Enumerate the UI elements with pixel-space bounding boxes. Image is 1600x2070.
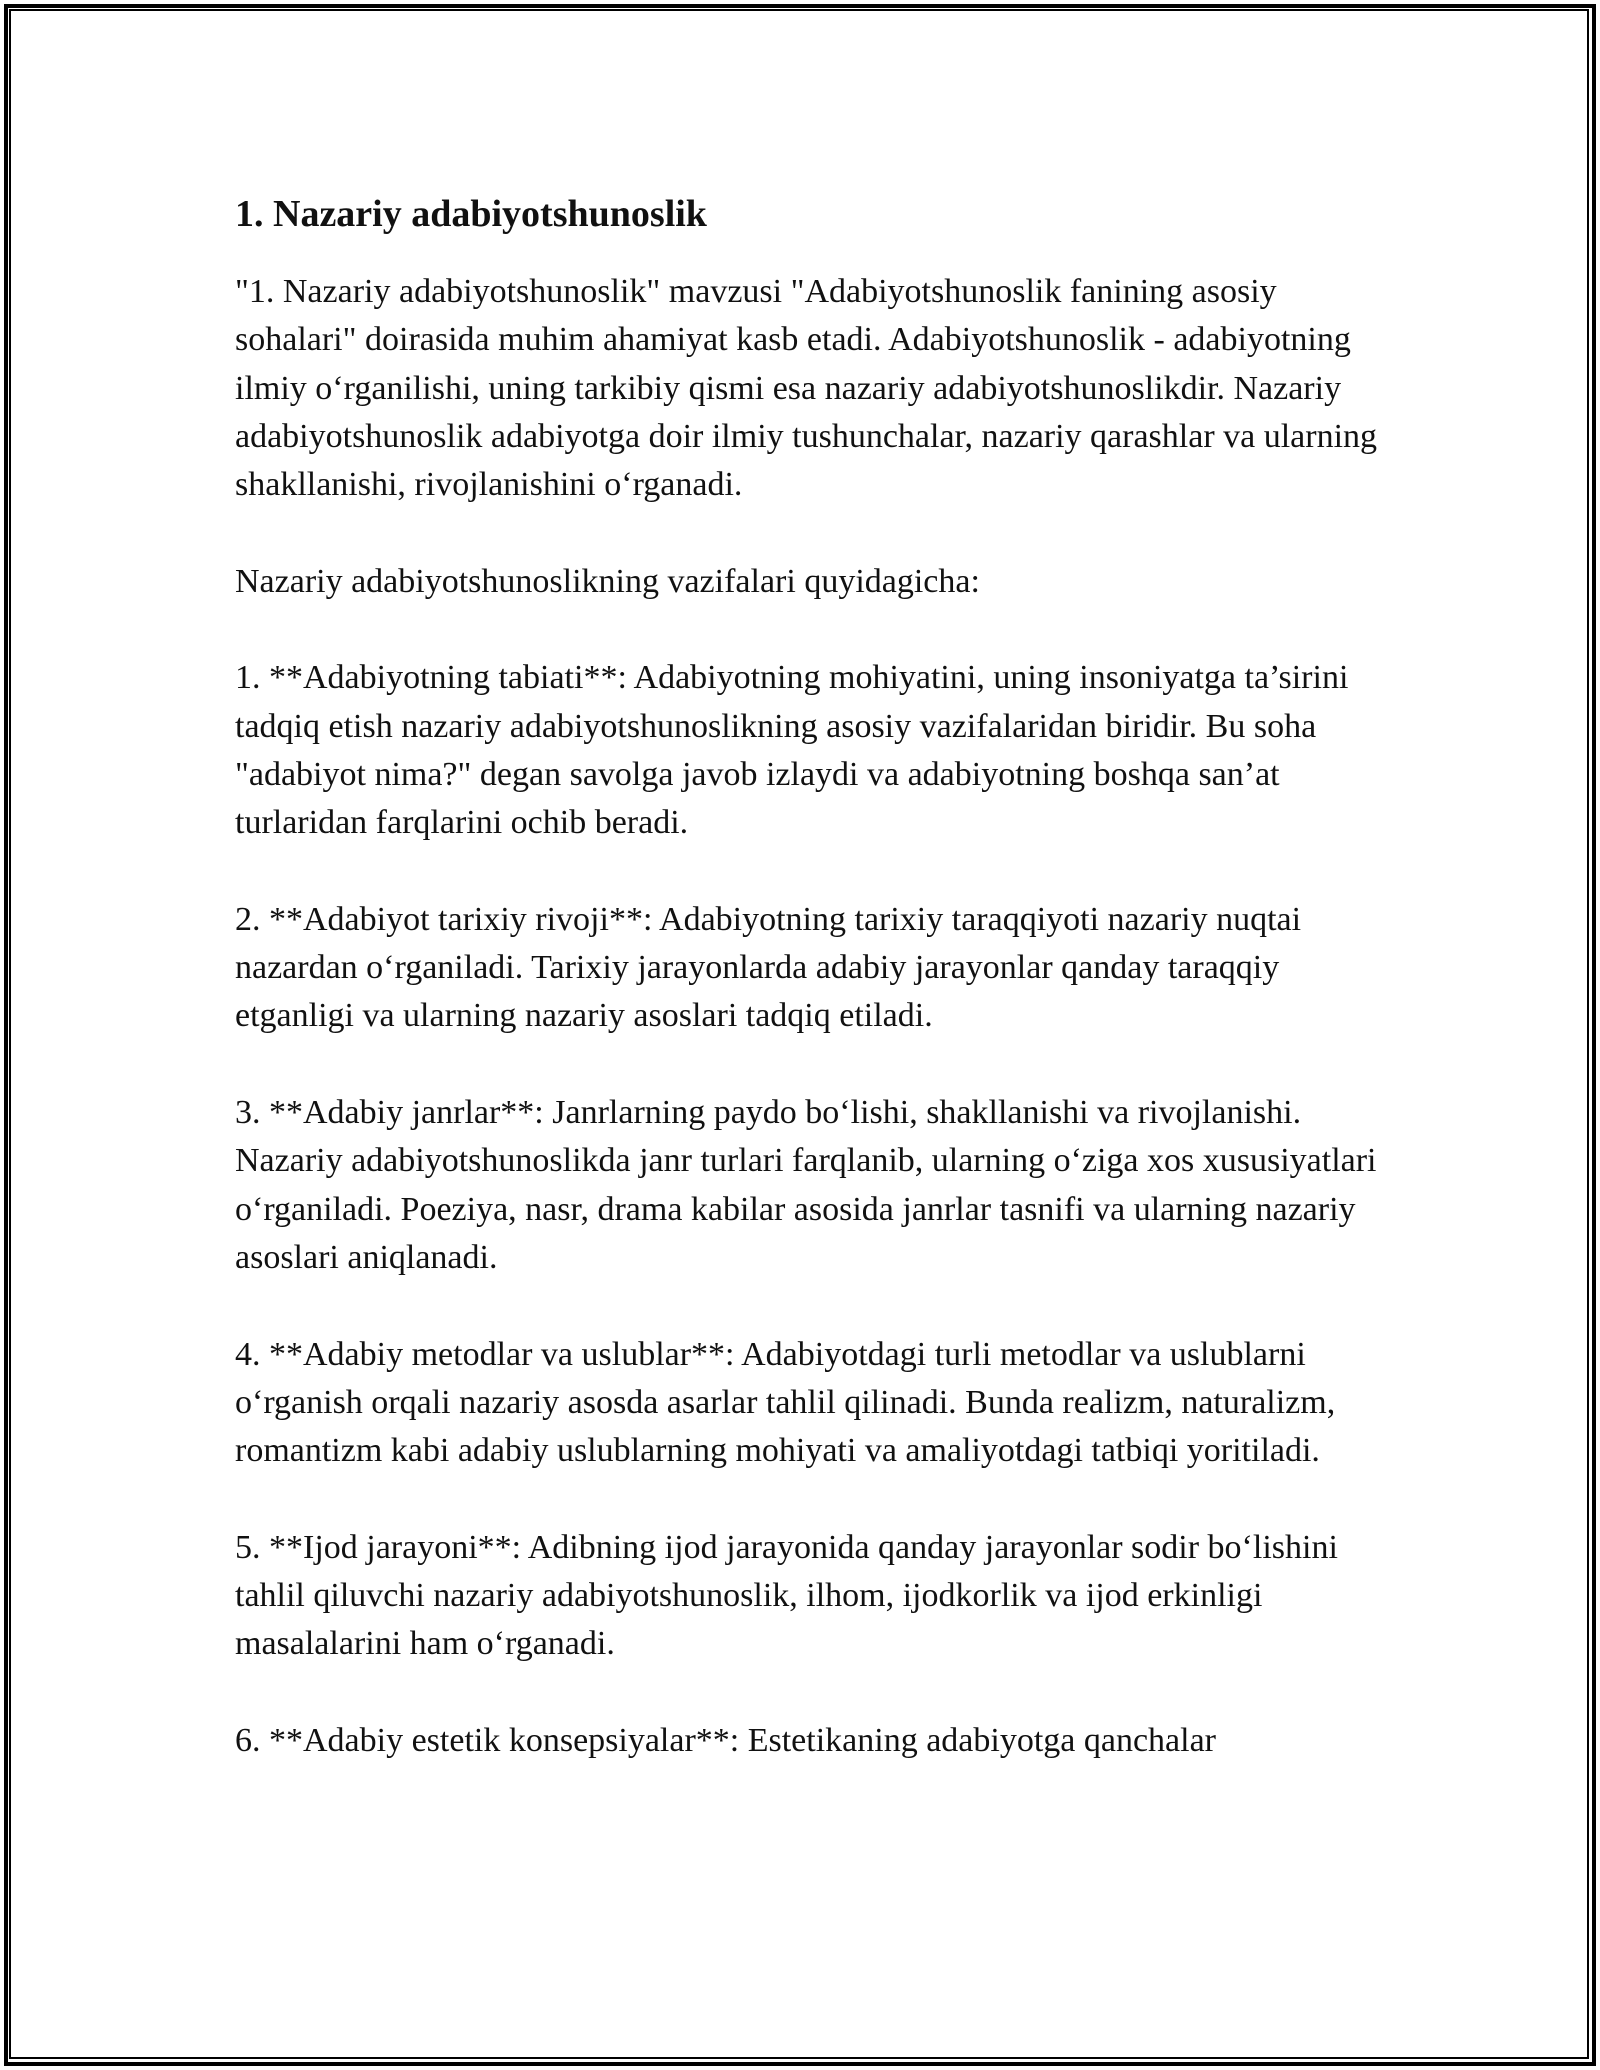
tasks-intro-paragraph: Nazariy adabiyotshunoslikning vazifalari quyidagicha:	[235, 562, 980, 600]
document-title: 1. Nazariy adabiyotshunoslik	[235, 193, 707, 235]
list-item-6: 6. **Adabiy estetik konsepsiyalar**: Estetikaning adabiyotga qanchalar	[235, 1721, 1217, 1759]
paragraph-gap	[235, 1475, 1380, 1523]
paragraph-gap	[235, 509, 1380, 557]
list-item-3: 3. **Adabiy janrlar**: Janrlarning paydo bo‘lishi, shakllanishi va rivojlanishi. Nazariy adabiyotshunoslikda janr turlari farqlanib, ularning o‘ziga xos xususiyatlari o‘rganiladi. Poeziya, nasr, drama kabilar asosida janrlar tasnifi va ularning nazariy asoslari aniqlanadi.	[235, 1094, 1386, 1276]
list-item-5: 5. **Ijod jarayoni**: Adibning ijod jarayonida qanday jarayonlar sodir bo‘lishini tahlil qiluvchi nazariy adabiyotshunoslik, ilhom, ijodkorlik va ijod erkinligi masalalarini ham o‘rganadi.	[235, 1528, 1347, 1663]
paragraph-gap	[235, 1282, 1380, 1330]
document-page	[235, 180, 1386, 1765]
paragraph-gap	[235, 1041, 1380, 1089]
paragraph-gap	[235, 848, 1380, 896]
paragraph-gap	[235, 606, 1380, 654]
list-item-2: 2. **Adabiyot tarixiy rivoji**: Adabiyotning tarixiy taraqqiyoti nazariy nuqtai nazardan o‘rganiladi. Tarixiy jarayonlarda adabiy jarayonlar qanday taraqqiy etganligi va ularning nazariy asoslari tadqiq etiladi.	[235, 900, 1310, 1035]
list-item-4: 4. **Adabiy metodlar va uslublar**: Adabiyotdagi turli metodlar va uslublarni o‘rganish orqali nazariy asosda asarlar tahlil qilinadi. Bunda realizm, naturalizm, romantizm kabi adabiy uslublarning mohiyati va amaliyotdagi tatbiqi yoritiladi.	[235, 1335, 1344, 1470]
paragraph-gap	[235, 1669, 1380, 1717]
list-item-1: 1. **Adabiyotning tabiati**: Adabiyotning mohiyatini, uning insoniyatga ta’sirini tadqiq etish nazariy adabiyotshunoslikning asosiy vazifalaridan biridir. Bu soha "adabiyot nima?" degan savolga javob izlaydi va adabiyotning boshqa san’at turlaridan farqlarini ochib beradi.	[235, 659, 1357, 842]
intro-paragraph: "1. Nazariy adabiyotshunoslik" mavzusi "Adabiyotshunoslik fanining asosiy sohalari" doirasida muhim ahamiyat kasb etadi. Adabiyotshunoslik - adabiyotning ilmiy o‘rganilishi, uning tarkibiy qismi esa nazariy adabiyotshunoslikdir. Nazariy adabiyotshunoslik adabiyotga doir ilmiy tushunchalar, nazariy qarashlar va ularning shakllanishi, rivojlanishini o‘rganadi.	[235, 273, 1386, 504]
